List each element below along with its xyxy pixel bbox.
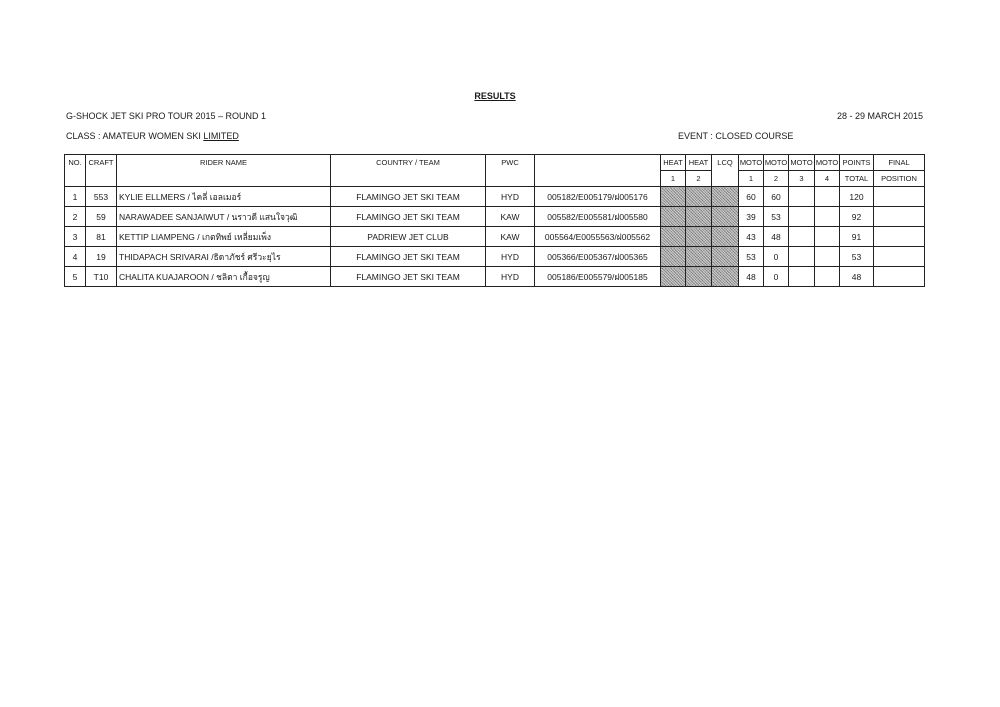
- header-moto2-sub: 2: [764, 171, 789, 187]
- cell-team: FLAMINGO JET SKI TEAM: [331, 267, 486, 287]
- cell-final: [874, 227, 925, 247]
- header-country-team: COUNTRY / TEAM: [331, 155, 486, 171]
- cell-lcq: [712, 227, 739, 247]
- cell-rider: CHALITA KUAJAROON / ชลิตา เกื้อจรูญ: [117, 267, 331, 287]
- cell-moto4: [815, 207, 840, 227]
- cell-moto3: [789, 207, 815, 227]
- header-pwc: PWC: [486, 155, 535, 171]
- header-heat1-sub: 1: [661, 171, 686, 187]
- cell-heat2: [686, 187, 712, 207]
- cell-moto2: 53: [764, 207, 789, 227]
- table-row: [65, 187, 925, 207]
- cell-moto4: [815, 267, 840, 287]
- header-craft: CRAFT: [86, 155, 117, 171]
- cell-moto1: 39: [739, 207, 764, 227]
- cell-points: 48: [840, 267, 874, 287]
- header-pwc-cont: [486, 171, 535, 187]
- cell-no: 4: [65, 247, 86, 267]
- cell-pwc: KAW: [486, 207, 535, 227]
- page-title: RESULTS: [474, 91, 516, 101]
- cell-rider: THIDAPACH SRIVARAI /ธิดาภัชร์ ศรีวะยุไร: [117, 247, 331, 267]
- class-suffix: LIMITED: [203, 131, 239, 141]
- header-rider-name: RIDER NAME: [117, 155, 331, 171]
- cell-no: 1: [65, 187, 86, 207]
- cell-moto3: [789, 227, 815, 247]
- cell-moto1: 60: [739, 187, 764, 207]
- cell-moto4: [815, 247, 840, 267]
- cell-lcq: [712, 207, 739, 227]
- cell-craft: T10: [86, 267, 117, 287]
- header-hull-cont: [535, 171, 661, 187]
- cell-heat2: [686, 267, 712, 287]
- cell-no: 5: [65, 267, 86, 287]
- cell-hull: 005182/E005179/ฝ005176: [535, 187, 661, 207]
- cell-team: FLAMINGO JET SKI TEAM: [331, 247, 486, 267]
- table-row: [65, 227, 925, 247]
- header-row-bottom: [65, 171, 925, 187]
- cell-heat2: [686, 247, 712, 267]
- header-hull: [535, 155, 661, 171]
- header-moto4-sub: 4: [815, 171, 840, 187]
- cell-pwc: HYD: [486, 187, 535, 207]
- cell-lcq: [712, 187, 739, 207]
- cell-points: 91: [840, 227, 874, 247]
- cell-moto4: [815, 227, 840, 247]
- cell-final: [874, 247, 925, 267]
- header-moto2: MOTO: [764, 155, 789, 171]
- header-moto3-sub: 3: [789, 171, 815, 187]
- cell-final: [874, 187, 925, 207]
- header-points: POINTS: [840, 155, 874, 171]
- header-heat2: HEAT: [686, 155, 712, 171]
- cell-heat1: [661, 187, 686, 207]
- cell-rider: KYLIE ELLMERS / ไคลี่ เอลเมอร์: [117, 187, 331, 207]
- cell-heat1: [661, 267, 686, 287]
- header-heat2-sub: 2: [686, 171, 712, 187]
- cell-pwc: HYD: [486, 247, 535, 267]
- header-lcq-cont: [712, 171, 739, 187]
- header-moto1-sub: 1: [739, 171, 764, 187]
- header-moto4: MOTO: [815, 155, 840, 171]
- cell-craft: 553: [86, 187, 117, 207]
- cell-rider: KETTIP LIAMPENG / เกตทิพย์ เหลี่ยมเพ็ง: [117, 227, 331, 247]
- cell-hull: 005564/E0055563/ฝ005562: [535, 227, 661, 247]
- header-no: NO.: [65, 155, 86, 171]
- cell-points: 120: [840, 187, 874, 207]
- cell-craft: 81: [86, 227, 117, 247]
- header-rider-cont: [117, 171, 331, 187]
- cell-hull: 005186/E005579/ฝ005185: [535, 267, 661, 287]
- table-row: [65, 207, 925, 227]
- class-prefix: CLASS : AMATEUR WOMEN SKI: [66, 131, 204, 141]
- cell-heat1: [661, 207, 686, 227]
- header-points-sub: TOTAL: [840, 171, 874, 187]
- cell-moto1: 43: [739, 227, 764, 247]
- header-craft-cont: [86, 171, 117, 187]
- cell-pwc: HYD: [486, 267, 535, 287]
- header-heat1: HEAT: [661, 155, 686, 171]
- cell-final: [874, 267, 925, 287]
- class-label: [66, 131, 239, 141]
- results-table: [64, 154, 925, 287]
- cell-moto1: 53: [739, 247, 764, 267]
- cell-no: 2: [65, 207, 86, 227]
- cell-moto2: 0: [764, 267, 789, 287]
- event-type: EVENT : CLOSED COURSE: [678, 131, 794, 141]
- event-name: G-SHOCK JET SKI PRO TOUR 2015 – ROUND 1: [66, 111, 267, 121]
- cell-points: 92: [840, 207, 874, 227]
- cell-final: [874, 207, 925, 227]
- header-no-cont: [65, 171, 86, 187]
- header-row-top: [65, 155, 925, 171]
- cell-team: FLAMINGO JET SKI TEAM: [331, 207, 486, 227]
- cell-moto3: [789, 187, 815, 207]
- header-team-cont: [331, 171, 486, 187]
- cell-hull: 005582/E005581/ฝ005580: [535, 207, 661, 227]
- cell-team: PADRIEW JET CLUB: [331, 227, 486, 247]
- cell-pwc: KAW: [486, 227, 535, 247]
- cell-hull: 005366/E005367/ฝ005365: [535, 247, 661, 267]
- cell-heat1: [661, 247, 686, 267]
- cell-moto4: [815, 187, 840, 207]
- header-lcq: LCQ: [712, 155, 739, 171]
- cell-heat2: [686, 227, 712, 247]
- cell-moto3: [789, 267, 815, 287]
- event-date: 28 - 29 MARCH 2015: [836, 111, 923, 121]
- cell-heat1: [661, 227, 686, 247]
- table-row: [65, 267, 925, 287]
- header-final-sub: POSITION: [874, 171, 925, 187]
- cell-lcq: [712, 247, 739, 267]
- cell-craft: 19: [86, 247, 117, 267]
- header-moto1: MOTO: [739, 155, 764, 171]
- cell-moto2: 48: [764, 227, 789, 247]
- cell-no: 3: [65, 227, 86, 247]
- cell-craft: 59: [86, 207, 117, 227]
- cell-lcq: [712, 267, 739, 287]
- header-final: FINAL: [874, 155, 925, 171]
- cell-team: FLAMINGO JET SKI TEAM: [331, 187, 486, 207]
- cell-points: 53: [840, 247, 874, 267]
- cell-moto2: 0: [764, 247, 789, 267]
- table-row: [65, 247, 925, 267]
- cell-moto3: [789, 247, 815, 267]
- cell-moto1: 48: [739, 267, 764, 287]
- cell-moto2: 60: [764, 187, 789, 207]
- cell-rider: NARAWADEE SANJAIWUT / นราวดี แสนใจวุฒิ: [117, 207, 331, 227]
- header-moto3: MOTO: [789, 155, 815, 171]
- cell-heat2: [686, 207, 712, 227]
